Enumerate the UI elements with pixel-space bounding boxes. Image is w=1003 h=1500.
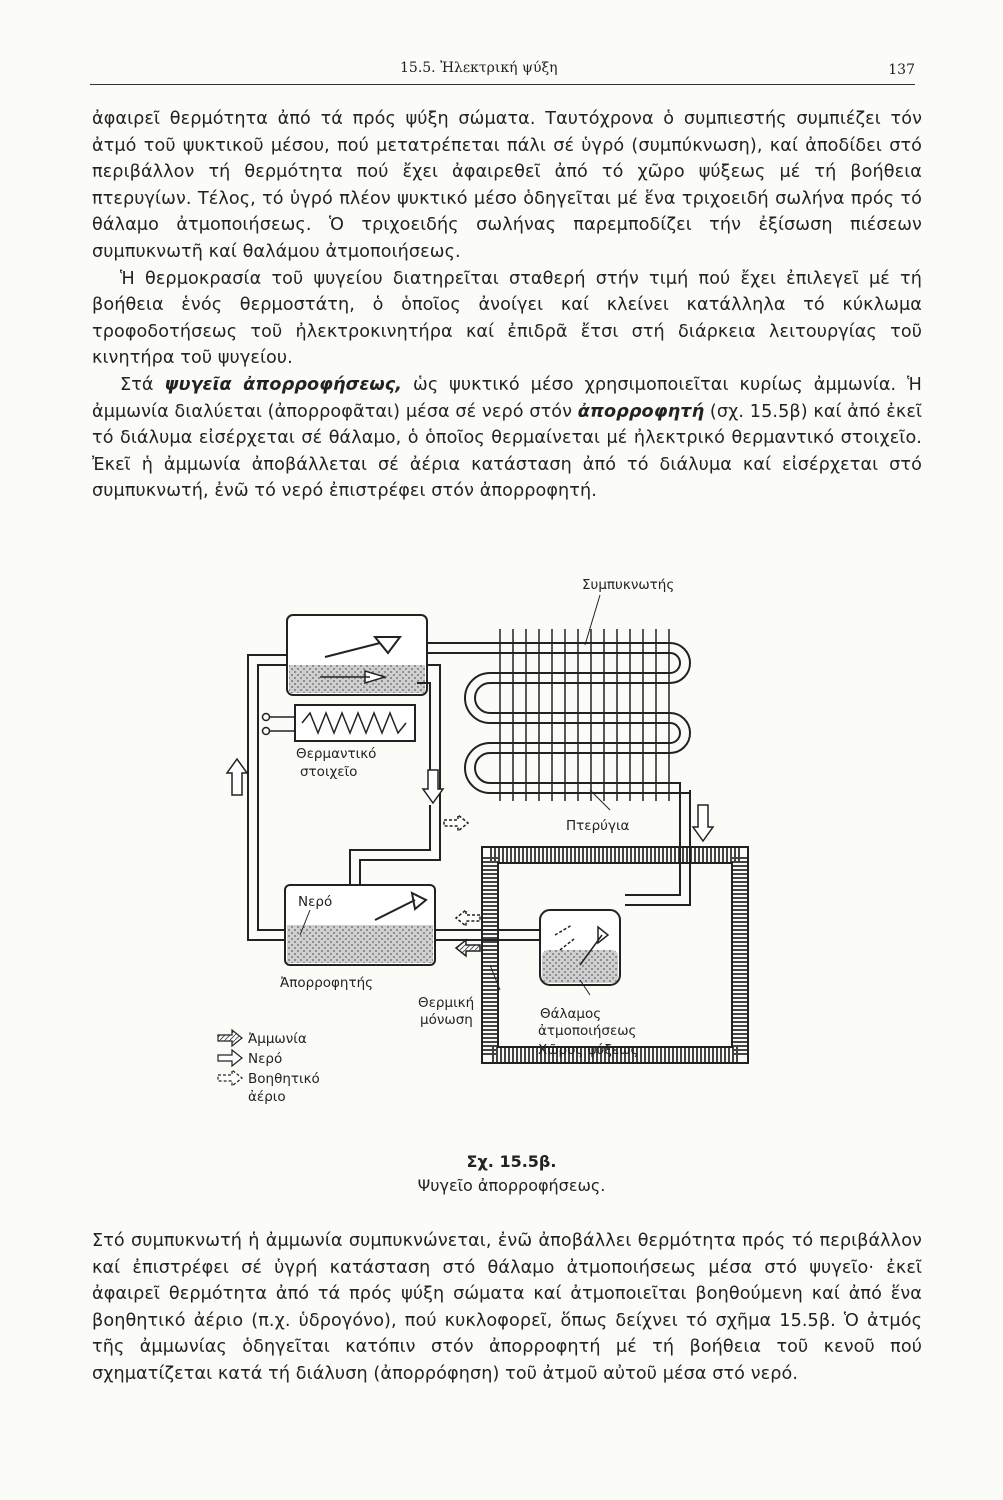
generator-tank bbox=[287, 615, 427, 695]
legend-water-label: Νερό bbox=[248, 1051, 283, 1067]
text-line-3-mid: ὡς ψυκτικό μέσο χρησιμοποιεῖται κυρίως ἀμμωνία. Ἡ ἀμμωνία διαλύεται (ἀπορροφᾶται) μέσα σέ νερό στόν bbox=[92, 374, 922, 422]
label-evaporator-2: ἀτμοποιήσεως bbox=[538, 1023, 637, 1039]
page-header bbox=[90, 60, 915, 85]
label-fins: Πτερύγια bbox=[566, 818, 630, 834]
heater-element bbox=[263, 705, 416, 741]
label-absorber: Ἀπορροφητής bbox=[280, 975, 374, 991]
text-line-3-pre: Στά bbox=[120, 374, 165, 395]
label-cooling-space: Χῶρος ψύξεως bbox=[538, 1042, 639, 1058]
legend bbox=[218, 1030, 320, 1105]
section-title: 15.5. Ἠλεκτρική ψύξη bbox=[400, 60, 558, 76]
term-absorption-fridges: ψυγεῖα ἀπορροφήσεως, bbox=[164, 374, 403, 395]
paragraph-2: Στό συμπυκνωτή ἡ ἀμμωνία συμπυκνώνεται, ἐνῶ ἀποβάλλει θερμότητα πρός τό περιβάλλον καί ἐπιστρέφει σέ ὑγρή κατάσταση στό θάλαμο ἀτμοποιήσεως μέσα στό ψυγεῖο· ἐκεῖ ἀφαιρεῖ θερμότητα ἀπό τά πρός ψύξη σώματα καί ἀτμοποιεῖται βοηθούμενη καί ἀπό ἕνα βοηθητικό ἀέριο (π.χ. ὑδρογόνο), πού κυκλοφορεῖ, ὅπως δείχνει τό σχῆμα 15.5β. Ὁ ἀτμός τῆς ἀμμωνίας ὁδηγεῖται κατόπιν στόν ἀπορροφητή μέ τή βοήθεια τοῦ κενοῦ πού σχηματίζεται κατά τή διάλυση (ἀπορρόφηση) τοῦ ἀτμοῦ αὐτοῦ μέσα στό νερό. bbox=[92, 1231, 922, 1384]
figure-number: Σχ. 15.5β. bbox=[466, 1152, 557, 1171]
figure-title: Ψυγεῖο ἀπορροφήσεως. bbox=[417, 1176, 606, 1195]
legend-aux-gas-label-1: Βοηθητικό bbox=[248, 1071, 320, 1087]
legend-aux-gas-arrow bbox=[218, 1070, 242, 1086]
label-condenser: Συμπυκνωτής bbox=[582, 577, 675, 593]
fins bbox=[500, 629, 669, 801]
text-line-2: Ἡ θερμοκρασία τοῦ ψυγείου διατηρεῖται σταθερή στήν τιμή πού ἔχει ἐπιλεγεῖ μέ τή βοήθεια ἑνός θερμοστάτη, ὁ ὁποῖος ἀνοίγει καί κλείνει κατάλληλα τό κύκλωμα τροφοδοτήσεως τοῦ ἠλεκτροκινητήρα καί ἐπιδρᾶ ἔτσι στή διάρκεια λειτουργίας τοῦ κινητήρα τοῦ ψυγείου. bbox=[92, 268, 922, 369]
label-water: Νερό bbox=[298, 894, 333, 910]
text-line-3-post: (σχ. 15.5β) καί ἀπό ἐκεῖ τό διάλυμα εἰσέρχεται σέ θάλαμο, ὁ ὁποῖος θερμαίνεται μέ ἠλεκτρικό θερμαντικό στοιχεῖο. Ἐκεῖ ἡ ἀμμωνία ἀποβάλλεται σέ ἀέρια κατάσταση ἀπό τό διάλυμα καί εἰσέρχεται στό συμπυκνωτή, ἐνῶ τό νερό ἐπιστρέφει στόν ἀπορροφητή. bbox=[92, 401, 923, 502]
absorption-fridge-diagram bbox=[200, 565, 760, 1125]
text-line-3 bbox=[92, 372, 922, 505]
label-insulation-1: Θερμική bbox=[418, 995, 475, 1011]
legend-ammonia-arrow bbox=[218, 1030, 242, 1046]
label-heater-1: Θερμαντικό bbox=[296, 746, 377, 762]
legend-aux-gas-label-2: ἀέριο bbox=[248, 1089, 286, 1105]
paragraph-1 bbox=[92, 106, 922, 505]
label-insulation-2: μόνωση bbox=[420, 1012, 473, 1028]
legend-water-arrow bbox=[218, 1050, 242, 1066]
page-number: 137 bbox=[888, 62, 915, 78]
label-heater-2: στοιχεῖο bbox=[300, 764, 358, 780]
text-line-1: ἀφαιρεῖ θερμότητα ἀπό τά πρός ψύξη σώματα. Ταυτόχρονα ὁ συμπιεστής συμπιέζει τόν ἀτμό τοῦ ψυκτικοῦ μέσου, πού μετατρέπεται πάλι σέ ὑγρό (συμπύκνωση), καί ἀποδίδει στό περιβάλλον τή θερμότητα πού ἔχει ἀφαιρεθεῖ ἀπό τό χῶρο ψύξεως μέ τή βοήθεια πτερυγίων. Τέλος, τό ὑγρό πλέον ψυκτικό μέσο ὁδηγεῖται μέ ἕνα τριχοειδή σωλήνα πρός τό θάλαμο ἀτμοποιήσεως. Ὁ τριχοειδής σωλήνας παρεμποδίζει τήν ἐξίσωση πιέσεων συμπυκνωτῆ καί θαλάμου ἀτμοποιήσεως. bbox=[92, 109, 922, 262]
label-evaporator-1: Θάλαμος bbox=[540, 1006, 602, 1022]
term-absorber: ἀπορροφητή bbox=[577, 401, 705, 422]
evaporator-chamber bbox=[540, 910, 620, 985]
legend-ammonia-label: Ἀμμωνία bbox=[248, 1031, 307, 1047]
